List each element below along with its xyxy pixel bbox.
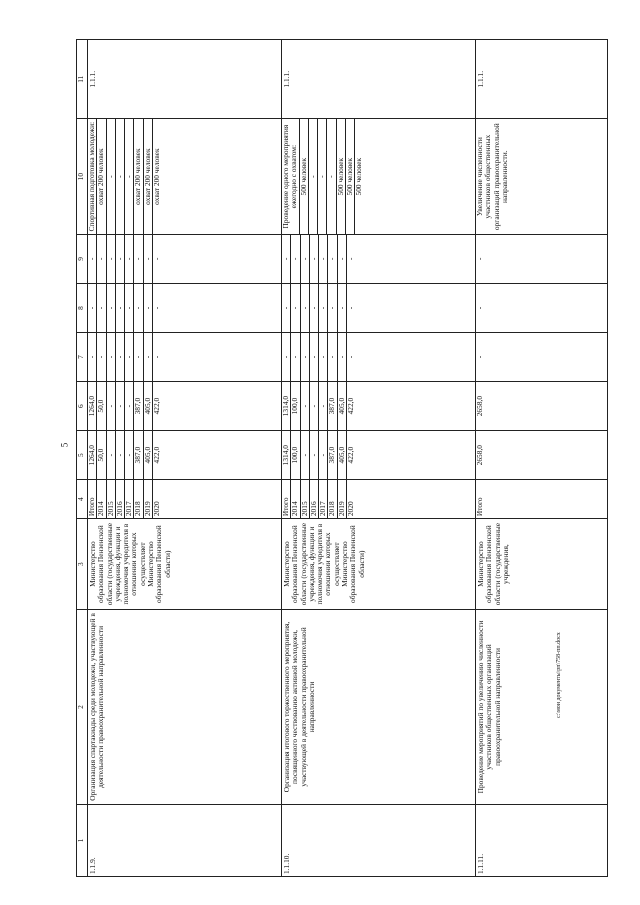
cell-col6-list <box>282 382 355 430</box>
years-value: 2020 <box>346 501 356 517</box>
col10-value: 500 человек <box>299 119 308 233</box>
years-value: 2018 <box>134 480 143 518</box>
col8-value: - <box>125 284 134 332</box>
col6-value: - <box>125 382 134 430</box>
cell-col5 <box>88 431 282 480</box>
col5-value: - <box>115 431 124 479</box>
col5-value: 405,0 <box>337 431 346 479</box>
col6-value: 1314,0 <box>282 382 291 430</box>
col5-value: 387,0 <box>328 431 337 479</box>
col5-value: 2658,0 <box>475 445 484 466</box>
col7-value: - <box>319 333 328 381</box>
col-header-11: 11 <box>77 40 88 119</box>
col8-value: - <box>337 284 346 332</box>
table-row <box>476 40 608 877</box>
col5-value: 1264,0 <box>88 431 97 479</box>
col8-value: - <box>319 284 328 332</box>
page-number: 5 <box>59 442 70 448</box>
cell-col10 <box>282 119 476 234</box>
col5-value: 100,0 <box>291 431 300 479</box>
col9-value: - <box>300 235 309 283</box>
col6-value: - <box>319 382 328 430</box>
cell-col9 <box>476 234 608 283</box>
col7-value: - <box>309 333 318 381</box>
cell-col8-list <box>282 284 355 332</box>
col5-value: - <box>125 431 134 479</box>
col10-value: - <box>115 119 124 233</box>
col6-value: 422,0 <box>346 397 356 415</box>
table-row <box>88 40 282 877</box>
cell-col6 <box>88 382 282 431</box>
years-value: Итого <box>475 497 484 517</box>
years-value: 2016 <box>309 480 318 518</box>
years-value: 2014 <box>291 480 300 518</box>
cell-col10 <box>88 119 282 234</box>
cell-years-list <box>88 480 161 518</box>
col-header-9: 9 <box>77 234 88 283</box>
activity-name: Организация итогового торжественного мероприятия, посвященного чествованию активной молодежи, участвующей в деятельности правоохранительной направленности <box>282 610 476 805</box>
col6-value: 2658,0 <box>475 395 484 417</box>
years-value: 2020 <box>152 501 162 517</box>
col6-value: 422,0 <box>152 397 162 415</box>
cell-years-list <box>282 480 355 518</box>
cell-years-list <box>476 480 484 518</box>
cell-col7-list <box>282 333 355 381</box>
cell-col7 <box>88 333 282 382</box>
col6-value: 405,0 <box>337 382 346 430</box>
cell-col6-list <box>476 382 484 430</box>
col9-value: - <box>346 257 356 261</box>
col10-value: - <box>106 119 115 233</box>
col8-value: - <box>291 284 300 332</box>
col5-value: - <box>300 431 309 479</box>
col9-value: - <box>106 235 115 283</box>
activity-name: Организация спартакиады среди молодежи, участвующей в деятельности правоохранительной направленности <box>88 610 282 805</box>
cell-col9 <box>282 234 476 283</box>
cell-col5-list <box>476 431 484 479</box>
col9-value: - <box>134 235 143 283</box>
cell-col8 <box>282 283 476 332</box>
col7-value: - <box>282 333 291 381</box>
col8-value: - <box>300 284 309 332</box>
col-header-8: 8 <box>77 283 88 332</box>
col5-value: - <box>309 431 318 479</box>
col8-value: - <box>134 284 143 332</box>
footer-file-path: c:\мои документы\рп\758-пп.docx <box>556 632 562 718</box>
cell-col7-list <box>476 333 484 381</box>
col9-value: - <box>152 257 162 261</box>
col6-value: 387,0 <box>328 382 337 430</box>
col9-value: - <box>319 235 328 283</box>
col8-value: - <box>475 306 484 310</box>
col8-value: - <box>88 284 97 332</box>
years-value: 2017 <box>319 480 328 518</box>
col10-value: - <box>308 119 317 233</box>
years-value: 2018 <box>328 480 337 518</box>
col7-value: - <box>115 333 124 381</box>
col5-value: 422,0 <box>152 446 162 464</box>
col5-value: - <box>106 431 115 479</box>
col9-value: - <box>115 235 124 283</box>
col9-value: - <box>337 235 346 283</box>
cell-col6 <box>282 382 476 431</box>
cell-col9-list <box>282 235 355 283</box>
row-number: 1.1.9. <box>88 804 282 876</box>
col10-value: Увеличение численности участников общественных организаций правоохранительной направленности. <box>475 123 509 231</box>
col7-value: - <box>475 355 484 359</box>
col8-value: - <box>97 284 106 332</box>
col-header-6: 6 <box>77 382 88 431</box>
years-value: 2019 <box>337 480 346 518</box>
col6-value: 50,0 <box>97 382 106 430</box>
cell-col7 <box>282 333 476 382</box>
col10-value: 500 человек <box>354 157 364 196</box>
col-header-2: 2 <box>77 610 88 805</box>
col6-value: - <box>300 382 309 430</box>
cell-col7 <box>476 333 608 382</box>
cell-col8 <box>476 283 608 332</box>
col9-value: - <box>88 235 97 283</box>
cell-col8-list <box>88 284 161 332</box>
col-header-1: 1 <box>77 804 88 876</box>
cell-years <box>476 480 608 519</box>
col8-value: - <box>309 284 318 332</box>
executor: Министерство образования Пензенской области (государственные учреждения, <box>476 519 608 610</box>
executor: Министерство образования Пензенской области (государственные учреждения, функции и полномочия учредителя в отношении которых осуществляет Министерство образования Пензенской области) <box>282 519 476 610</box>
cell-col9-list <box>476 235 484 283</box>
col10-value: Спортивная подготовка молодежи: <box>88 119 97 233</box>
years-value: Итого <box>282 480 291 518</box>
executor: Министерство образования Пензенской области (государственные учреждения, функции и полномочия учредителя в отношении которых осуществляет Министерство образования Пензенской области) <box>88 519 282 610</box>
cell-col8 <box>88 283 282 332</box>
col7-value: - <box>328 333 337 381</box>
cell-col5-list <box>88 431 161 479</box>
activity-name: Проведение мероприятий по увеличению численности участников общественных организаций правоохранительной направленности <box>476 610 608 805</box>
col6-value: 387,0 <box>134 382 143 430</box>
col6-value: - <box>309 382 318 430</box>
col8-value: - <box>152 306 162 310</box>
col-header-5: 5 <box>77 431 88 480</box>
col10-value: охват 200 человек <box>97 119 106 233</box>
col6-value: - <box>115 382 124 430</box>
col5-value: 405,0 <box>143 431 152 479</box>
program-activities-table <box>76 39 608 877</box>
col8-value: - <box>282 284 291 332</box>
col5-value: 1314,0 <box>282 431 291 479</box>
cell-years <box>282 480 476 519</box>
col10-value: 500 человек <box>346 119 355 233</box>
col10-value: 500 человек <box>336 119 345 233</box>
col9-value: - <box>291 235 300 283</box>
cell-col10-list <box>282 119 364 233</box>
col10-value: - <box>327 119 336 233</box>
col9-value: - <box>475 257 484 261</box>
col7-value: - <box>125 333 134 381</box>
col7-value: - <box>134 333 143 381</box>
col8-value: - <box>328 284 337 332</box>
row-number: 1.1.10. <box>282 804 476 876</box>
col6-value: 1264,0 <box>88 382 97 430</box>
cell-col6-list <box>88 382 161 430</box>
col10-value: охват 200 человек <box>152 148 162 205</box>
goal-reference: 1.1.1. <box>282 40 476 119</box>
col8-value: - <box>115 284 124 332</box>
rotated-table-container <box>76 39 510 877</box>
col6-value: 405,0 <box>143 382 152 430</box>
col-header-3: 3 <box>77 519 88 610</box>
col6-value: 100,0 <box>291 382 300 430</box>
cell-col6 <box>476 382 608 431</box>
col8-value: - <box>143 284 152 332</box>
col9-value: - <box>328 235 337 283</box>
cell-col10-list <box>88 119 161 233</box>
cell-col7-list <box>88 333 161 381</box>
cell-col8-list <box>476 284 484 332</box>
cell-col5-list <box>282 431 355 479</box>
col7-value: - <box>291 333 300 381</box>
col8-value: - <box>106 284 115 332</box>
col-header-4: 4 <box>77 480 88 519</box>
col10-value: - <box>318 119 327 233</box>
cell-col5 <box>282 431 476 480</box>
col10-value: охват 200 человек <box>134 119 143 233</box>
col7-value: - <box>88 333 97 381</box>
years-value: 2015 <box>106 480 115 518</box>
col7-value: - <box>346 355 356 359</box>
row-number: 1.1.11. <box>476 804 608 876</box>
col9-value: - <box>282 235 291 283</box>
years-value: 2015 <box>300 480 309 518</box>
col7-value: - <box>106 333 115 381</box>
col9-value: - <box>125 235 134 283</box>
cell-col10-list <box>476 119 509 233</box>
col7-value: - <box>337 333 346 381</box>
col-header-10: 10 <box>77 119 88 234</box>
col9-value: - <box>143 235 152 283</box>
cell-col9-list <box>88 235 161 283</box>
col7-value: - <box>300 333 309 381</box>
col7-value: - <box>97 333 106 381</box>
years-value: 2016 <box>115 480 124 518</box>
cell-col10 <box>476 119 608 234</box>
col-header-7: 7 <box>77 333 88 382</box>
col10-value: охват 200 человек <box>143 119 152 233</box>
col5-value: 50,0 <box>97 431 106 479</box>
goal-reference: 1.1.1. <box>88 40 282 119</box>
col5-value: - <box>319 431 328 479</box>
col5-value: 422,0 <box>346 446 356 464</box>
cell-years <box>88 480 282 519</box>
col9-value: - <box>309 235 318 283</box>
years-value: 2019 <box>143 480 152 518</box>
cell-col5 <box>476 431 608 480</box>
col10-value: - <box>125 119 134 233</box>
col5-value: 387,0 <box>134 431 143 479</box>
goal-reference: 1.1.1. <box>476 40 608 119</box>
col7-value: - <box>143 333 152 381</box>
col7-value: - <box>152 355 162 359</box>
column-number-row <box>77 40 88 877</box>
col9-value: - <box>97 235 106 283</box>
years-value: 2014 <box>97 480 106 518</box>
years-value: Итого <box>88 480 97 518</box>
table-row <box>282 40 476 877</box>
years-value: 2017 <box>125 480 134 518</box>
col8-value: - <box>346 306 356 310</box>
col10-value: Проведение одного мероприятия ежегодно с охватом: <box>282 119 299 233</box>
col6-value: - <box>106 382 115 430</box>
cell-col9 <box>88 234 282 283</box>
